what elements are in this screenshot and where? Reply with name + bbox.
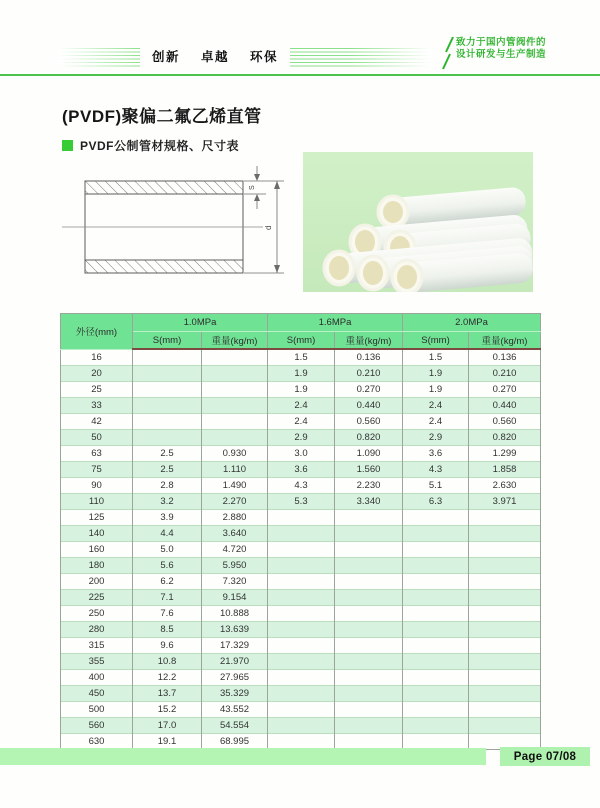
- table-cell: [268, 622, 335, 638]
- table-cell: [403, 558, 469, 574]
- table-cell: 17.329: [202, 638, 268, 654]
- table-cell: [335, 654, 403, 670]
- table-cell: [268, 718, 335, 734]
- pipe-bottom-wall: [85, 260, 243, 273]
- table-cell: [469, 574, 541, 590]
- table-cell: 2.4: [268, 414, 335, 430]
- table-cell: [133, 366, 202, 382]
- table-cell: [403, 654, 469, 670]
- col-header-pressure-2: 1.6MPa: [268, 314, 403, 332]
- table-cell: 2.5: [133, 446, 202, 462]
- table-cell: 25: [61, 382, 133, 398]
- col-header-outer-diameter: 外径(mm): [61, 314, 133, 350]
- table-cell: [133, 414, 202, 430]
- pipe-top-wall: [85, 181, 243, 194]
- table-cell: [133, 349, 202, 366]
- table-row: [61, 494, 541, 510]
- col-header-pressure-3: 2.0MPa: [403, 314, 541, 332]
- table-cell: [469, 526, 541, 542]
- table-cell: 2.880: [202, 510, 268, 526]
- table-cell: 4.3: [403, 462, 469, 478]
- table-cell: [403, 622, 469, 638]
- table-cell: [202, 366, 268, 382]
- table-cell: 2.230: [335, 478, 403, 494]
- table-cell: [335, 718, 403, 734]
- table-cell: [335, 638, 403, 654]
- table-cell: 2.630: [469, 478, 541, 494]
- table-cell: [202, 349, 268, 366]
- table-cell: [335, 542, 403, 558]
- table-cell: [403, 526, 469, 542]
- table-cell: 0.820: [335, 430, 403, 446]
- table-cell: 68.995: [202, 734, 268, 750]
- table-cell: [469, 654, 541, 670]
- table-cell: 280: [61, 622, 133, 638]
- table-cell: 43.552: [202, 702, 268, 718]
- table-cell: 450: [61, 686, 133, 702]
- wall-thickness-dimension-label: S: [249, 185, 256, 190]
- table-cell: 10.888: [202, 606, 268, 622]
- page-title: (PVDF)聚偏二氟乙烯直管: [62, 107, 262, 126]
- table-cell: 4.720: [202, 542, 268, 558]
- table-cell: 3.2: [133, 494, 202, 510]
- section-heading-label: PVDF公制管材规格、尺寸表: [80, 139, 240, 153]
- table-cell: [335, 590, 403, 606]
- table-cell: 1.490: [202, 478, 268, 494]
- table-row: [61, 510, 541, 526]
- table-cell: [133, 398, 202, 414]
- table-cell: [268, 638, 335, 654]
- table-row: [61, 590, 541, 606]
- table-row: [61, 542, 541, 558]
- table-cell: [335, 622, 403, 638]
- table-cell: 27.965: [202, 670, 268, 686]
- table-cell: [403, 590, 469, 606]
- table-cell: [403, 638, 469, 654]
- col-header-weight-2: 重量(kg/m): [335, 332, 403, 350]
- table-cell: 7.6: [133, 606, 202, 622]
- table-cell: 1.9: [403, 382, 469, 398]
- table-cell: 90: [61, 478, 133, 494]
- table-cell: 110: [61, 494, 133, 510]
- table-cell: 1.299: [469, 446, 541, 462]
- table-row: [61, 558, 541, 574]
- table-cell: [469, 686, 541, 702]
- company-motto: 创新 卓越 环保: [140, 47, 290, 67]
- table-cell: 13.639: [202, 622, 268, 638]
- table-cell: 1.090: [335, 446, 403, 462]
- table-cell: [268, 558, 335, 574]
- table-cell: [268, 670, 335, 686]
- table-cell: 3.6: [268, 462, 335, 478]
- col-header-s-2: S(mm): [268, 332, 335, 350]
- table-cell: [202, 414, 268, 430]
- table-row: [61, 638, 541, 654]
- table-cell: [268, 702, 335, 718]
- table-row: [61, 382, 541, 398]
- green-square-bullet-icon: [62, 140, 73, 151]
- table-cell: 3.340: [335, 494, 403, 510]
- table-row: [61, 414, 541, 430]
- table-cell: 0.270: [335, 382, 403, 398]
- table-cell: 3.0: [268, 446, 335, 462]
- motto-speedlines: [58, 47, 432, 67]
- table-cell: 8.5: [133, 622, 202, 638]
- table-cell: 1.858: [469, 462, 541, 478]
- table-cell: 5.6: [133, 558, 202, 574]
- table-cell: 2.9: [403, 430, 469, 446]
- table-cell: 2.5: [133, 462, 202, 478]
- table-cell: 3.6: [403, 446, 469, 462]
- slogan-line-2: 设计研发与生产制造: [456, 49, 547, 60]
- table-cell: 3.9: [133, 510, 202, 526]
- slogan-slash-icon: [441, 36, 455, 70]
- table-cell: [133, 382, 202, 398]
- table-cell: [335, 686, 403, 702]
- table-cell: 6.3: [403, 494, 469, 510]
- table-cell: [268, 606, 335, 622]
- table-cell: [403, 702, 469, 718]
- table-cell: 560: [61, 718, 133, 734]
- table-row: [61, 702, 541, 718]
- table-cell: [268, 542, 335, 558]
- table-cell: 21.970: [202, 654, 268, 670]
- table-cell: [469, 638, 541, 654]
- table-cell: 33: [61, 398, 133, 414]
- table-cell: [268, 510, 335, 526]
- table-row: [61, 718, 541, 734]
- table-cell: 13.7: [133, 686, 202, 702]
- table-cell: [335, 558, 403, 574]
- table-cell: 42: [61, 414, 133, 430]
- header-divider: [0, 74, 600, 76]
- table-cell: 4.3: [268, 478, 335, 494]
- table-cell: 2.4: [403, 414, 469, 430]
- company-slogan: [456, 37, 566, 61]
- table-cell: [403, 510, 469, 526]
- table-cell: [202, 382, 268, 398]
- table-cell: 2.8: [133, 478, 202, 494]
- table-cell: 0.930: [202, 446, 268, 462]
- table-cell: [133, 430, 202, 446]
- table-cell: 140: [61, 526, 133, 542]
- table-cell: [335, 606, 403, 622]
- pvdf-spec-table: [60, 313, 541, 750]
- table-cell: [202, 430, 268, 446]
- table-cell: 63: [61, 446, 133, 462]
- table-cell: 160: [61, 542, 133, 558]
- table-cell: [335, 510, 403, 526]
- table-cell: [403, 542, 469, 558]
- table-cell: [469, 590, 541, 606]
- table-cell: 0.440: [469, 398, 541, 414]
- table-cell: 1.9: [268, 382, 335, 398]
- table-cell: [403, 606, 469, 622]
- table-cell: 5.0: [133, 542, 202, 558]
- table-cell: 0.560: [469, 414, 541, 430]
- table-cell: 5.3: [268, 494, 335, 510]
- table-cell: [469, 510, 541, 526]
- table-cell: 400: [61, 670, 133, 686]
- col-header-s-1: S(mm): [133, 332, 202, 350]
- table-row: [61, 366, 541, 382]
- table-cell: 0.270: [469, 382, 541, 398]
- diameter-dimension-label: d: [264, 225, 273, 230]
- table-cell: 75: [61, 462, 133, 478]
- table-cell: 2.4: [403, 398, 469, 414]
- table-cell: 180: [61, 558, 133, 574]
- table-cell: 4.4: [133, 526, 202, 542]
- table-cell: 50: [61, 430, 133, 446]
- table-cell: [403, 718, 469, 734]
- table-cell: 9.154: [202, 590, 268, 606]
- table-cell: 200: [61, 574, 133, 590]
- table-cell: 7.1: [133, 590, 202, 606]
- table-cell: [403, 686, 469, 702]
- table-cell: 35.329: [202, 686, 268, 702]
- pvdf-pipes-photo: [303, 152, 533, 292]
- table-cell: [469, 542, 541, 558]
- page-number-badge: Page 07/08: [500, 747, 590, 766]
- table-body: [61, 349, 541, 750]
- table-cell: [268, 526, 335, 542]
- section-heading: [62, 137, 239, 154]
- table-row: [61, 398, 541, 414]
- table-row: [61, 606, 541, 622]
- table-cell: 1.5: [268, 349, 335, 366]
- table-row: [61, 462, 541, 478]
- col-header-weight-1: 重量(kg/m): [202, 332, 268, 350]
- col-header-weight-3: 重量(kg/m): [469, 332, 541, 350]
- col-header-s-3: S(mm): [403, 332, 469, 350]
- table-cell: 2.270: [202, 494, 268, 510]
- table-cell: [335, 702, 403, 718]
- table-cell: 19.1: [133, 734, 202, 750]
- pipe-section-drawing: [58, 164, 293, 296]
- table-cell: 0.440: [335, 398, 403, 414]
- table-cell: [469, 606, 541, 622]
- footer-bar: [0, 748, 486, 765]
- table-cell: [469, 718, 541, 734]
- table-cell: 1.5: [403, 349, 469, 366]
- table-cell: 1.9: [268, 366, 335, 382]
- table-cell: 500: [61, 702, 133, 718]
- slogan-line-1: 致力于国内管阀件的: [456, 37, 547, 48]
- table-cell: [335, 574, 403, 590]
- table-cell: 225: [61, 590, 133, 606]
- table-cell: 0.560: [335, 414, 403, 430]
- table-cell: 12.2: [133, 670, 202, 686]
- table-row: [61, 430, 541, 446]
- table-cell: 125: [61, 510, 133, 526]
- table-cell: [268, 590, 335, 606]
- table-cell: 0.210: [469, 366, 541, 382]
- table-row: [61, 622, 541, 638]
- col-header-pressure-1: 1.0MPa: [133, 314, 268, 332]
- table-cell: [403, 574, 469, 590]
- table-row: [61, 349, 541, 366]
- table-cell: [202, 398, 268, 414]
- table-cell: 10.8: [133, 654, 202, 670]
- table-cell: 355: [61, 654, 133, 670]
- table-cell: 0.210: [335, 366, 403, 382]
- table-cell: 17.0: [133, 718, 202, 734]
- table-cell: 6.2: [133, 574, 202, 590]
- table-cell: 3.640: [202, 526, 268, 542]
- table-row: [61, 670, 541, 686]
- table-cell: 1.9: [403, 366, 469, 382]
- table-cell: 5.1: [403, 478, 469, 494]
- table-cell: 2.4: [268, 398, 335, 414]
- table-cell: 2.9: [268, 430, 335, 446]
- table-cell: 0.820: [469, 430, 541, 446]
- table-cell: 3.971: [469, 494, 541, 510]
- table-cell: 0.136: [335, 349, 403, 366]
- table-cell: 9.6: [133, 638, 202, 654]
- table-cell: 20: [61, 366, 133, 382]
- table-cell: [469, 558, 541, 574]
- table-cell: [469, 702, 541, 718]
- table-cell: 16: [61, 349, 133, 366]
- table-cell: [335, 526, 403, 542]
- table-cell: [469, 670, 541, 686]
- table-cell: [268, 574, 335, 590]
- table-cell: 15.2: [133, 702, 202, 718]
- table-row: [61, 654, 541, 670]
- table-cell: 0.136: [469, 349, 541, 366]
- table-row: [61, 686, 541, 702]
- table-row: [61, 478, 541, 494]
- table-cell: 5.950: [202, 558, 268, 574]
- table-cell: 315: [61, 638, 133, 654]
- table-cell: [335, 670, 403, 686]
- table-cell: 250: [61, 606, 133, 622]
- table-cell: [268, 654, 335, 670]
- table-row: [61, 446, 541, 462]
- table-row: [61, 574, 541, 590]
- table-cell: 7.320: [202, 574, 268, 590]
- table-cell: [268, 686, 335, 702]
- table-row: [61, 526, 541, 542]
- table-cell: 54.554: [202, 718, 268, 734]
- table-cell: [469, 622, 541, 638]
- table-cell: [403, 670, 469, 686]
- table-cell: 630: [61, 734, 133, 750]
- table-cell: 1.560: [335, 462, 403, 478]
- table-cell: 1.110: [202, 462, 268, 478]
